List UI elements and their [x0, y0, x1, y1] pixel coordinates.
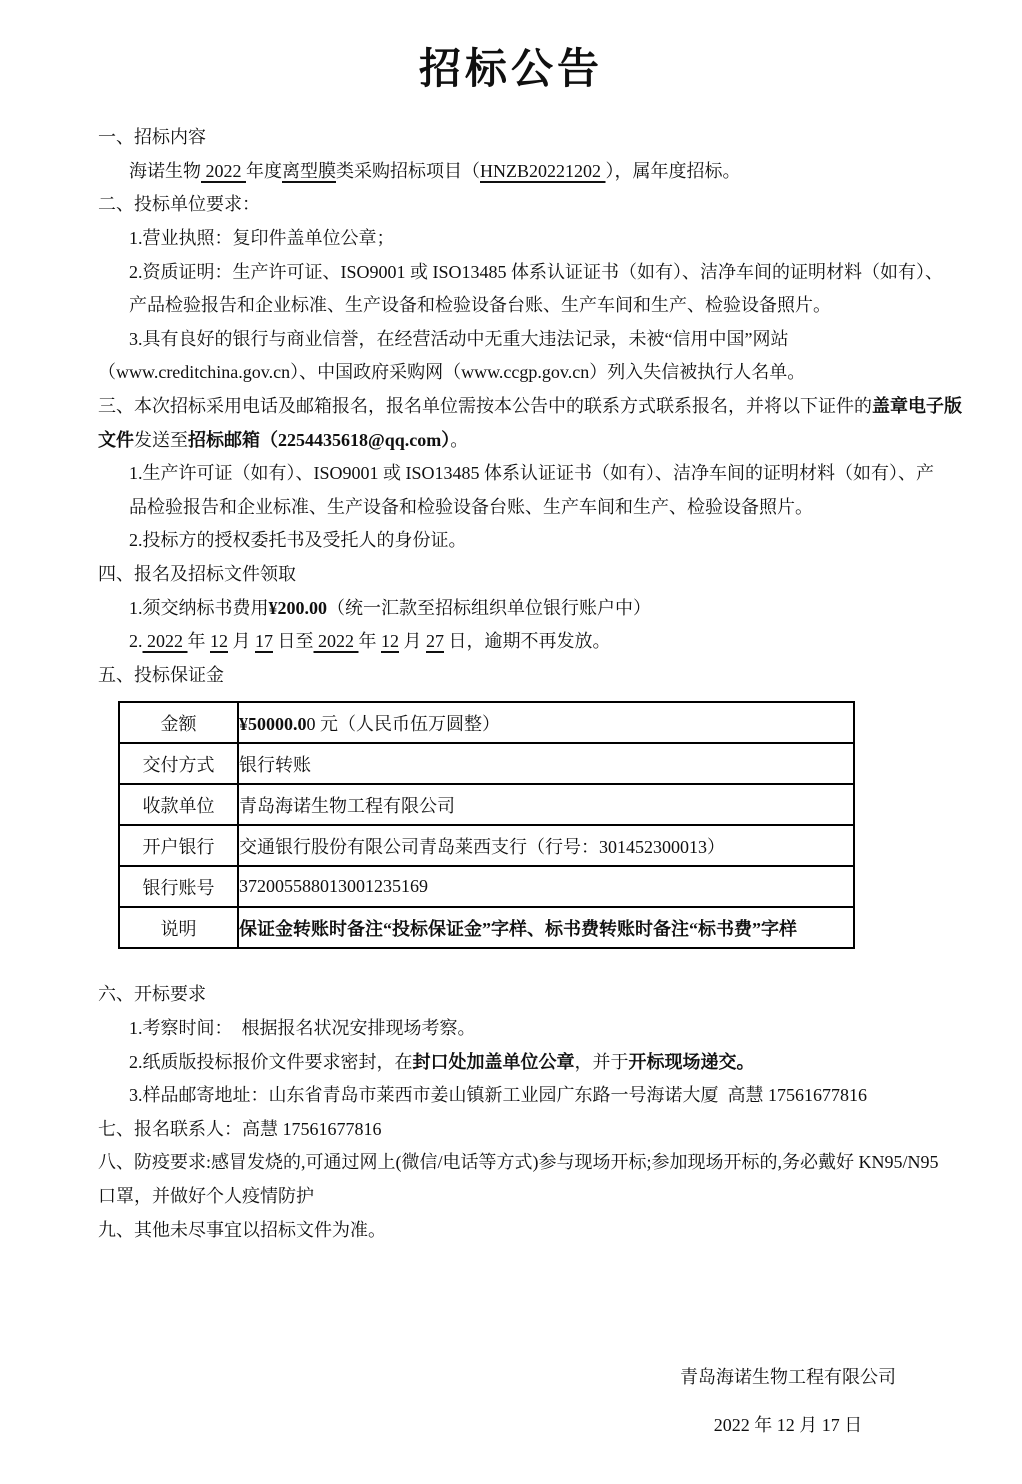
text-run: 372005588013001235169	[239, 876, 428, 897]
table-row-label: 开户银行	[119, 825, 238, 866]
text-run: 产品检验报告和企业标准、生产设备和检验设备台账、生产车间和生产、检验设备照片。	[129, 295, 831, 316]
signature-date: 2022 年 12 月 17 日	[713, 1415, 863, 1436]
sec-9-heading	[98, 1214, 936, 1248]
sec-2-item-1	[98, 222, 936, 256]
table-row-value	[238, 907, 854, 948]
text-run: 月	[399, 631, 426, 652]
text-run: 八、防疫要求:感冒发烧的,可通过网上(微信/电话等方式)参与现场开标;参加现场开标的,务必戴好 KN95/N95	[98, 1152, 939, 1173]
sec-3-item-2	[98, 524, 936, 558]
table-row-value	[238, 784, 854, 825]
text-run: 12	[210, 631, 228, 652]
text-run: ¥200.00	[268, 597, 327, 618]
text-run: 0 元（人民币伍万圆整）	[306, 713, 500, 734]
sections-1-to-5	[98, 121, 962, 692]
text-run: 交通银行股份有限公司青岛莱西支行（行号：301452300013）	[239, 836, 725, 857]
text-run: 口罩，并做好个人疫情防护	[98, 1185, 314, 1206]
table-row	[119, 866, 854, 907]
text-run: HNZB20221202	[480, 160, 606, 181]
bid-bond-table	[118, 701, 855, 949]
table-row	[119, 743, 854, 784]
text-run: 文件	[98, 429, 134, 450]
text-run: 三、本次招标采用电话及邮箱报名，报名单位需按本公告中的联系方式联系报名，并将以下证件的	[98, 396, 872, 417]
table-row-label: 金额	[119, 702, 238, 743]
text-run: 年度	[246, 160, 282, 181]
sec-6-item-2	[98, 1046, 936, 1080]
sec-8-line-2	[98, 1180, 936, 1214]
table-row	[119, 784, 854, 825]
text-run: 3.具有良好的银行与商业信誉，在经营活动中无重大违法记录，未被“信用中国”网站	[129, 328, 789, 349]
text-run: ），属年度招标。	[605, 160, 741, 181]
sec-2-heading	[98, 188, 936, 222]
document-body	[98, 121, 962, 1449]
sec-1-body	[98, 155, 936, 189]
bid-bond-table-body	[119, 702, 854, 948]
table-row	[119, 825, 854, 866]
table-row-value	[238, 702, 854, 743]
text-run: 月	[228, 631, 255, 652]
text-run: 日，逾期不再发放。	[444, 631, 611, 652]
table-row-label: 收款单位	[119, 784, 238, 825]
text-run: 四、报名及招标文件领取	[98, 564, 296, 585]
text-run: 离型膜	[282, 160, 336, 181]
text-run: 二、投标单位要求：	[98, 194, 260, 215]
text-run: 青岛海诺生物工程有限公司	[239, 795, 455, 816]
sec-6-heading	[98, 978, 936, 1012]
sec-2-item-3-line-2	[98, 356, 936, 390]
sec-4-item-2	[98, 625, 936, 659]
sec-3-item-1-line-1	[98, 457, 936, 491]
text-run: 开标现场递交。	[628, 1051, 755, 1072]
sec-2-item-2-line-2	[98, 289, 936, 323]
table-row-value	[238, 825, 854, 866]
text-run: （www.creditchina.gov.cn）、中国政府采购网（www.ccgp.gov.cn）列入失信被执行人名单。	[98, 362, 806, 383]
text-run: 年	[358, 631, 381, 652]
sec-3-heading-line-2	[98, 424, 936, 458]
text-run: 海诺生物	[129, 160, 201, 181]
text-run: 17	[255, 631, 273, 652]
text-run: 2.资质证明：生产许可证、ISO9001 或 ISO13485 体系认证证书（如有）、洁净车间的证明材料（如有）、	[129, 261, 944, 282]
text-run: 类采购招标项目（	[336, 160, 480, 181]
text-run: 银行转账	[239, 754, 311, 775]
text-run: 3.样品邮寄地址：山东省青岛市莱西市姜山镇新工业园广东路一号海诺大厦 高慧 17561677816	[129, 1085, 867, 1106]
sec-3-item-1-line-2	[98, 491, 936, 525]
text-run: 1.考察时间： 根据报名状况安排现场考察。	[129, 1017, 476, 1038]
text-run: 2022	[313, 631, 359, 652]
sec-2-item-3-line-1	[98, 323, 936, 357]
table-row-label: 交付方式	[119, 743, 238, 784]
text-run: 五、投标保证金	[98, 664, 224, 685]
sec-2-item-2-line-1	[98, 256, 944, 290]
text-run: 2022	[201, 160, 246, 181]
text-run: 12	[381, 631, 399, 652]
sec-1-heading	[98, 121, 936, 155]
sections-6-to-9	[98, 978, 939, 1247]
signature-company: 青岛海诺生物工程有限公司	[680, 1367, 896, 1388]
sec-8-line-1	[98, 1146, 939, 1180]
table-row	[119, 702, 854, 743]
sec-4-heading	[98, 558, 936, 592]
text-run: 2.纸质版投标报价文件要求密封，在	[129, 1051, 413, 1072]
sec-4-item-1	[98, 592, 936, 626]
text-run: 一、招标内容	[98, 127, 206, 148]
text-run: 1.须交纳标书费用	[129, 597, 269, 618]
text-run: 2.	[129, 631, 143, 652]
text-run: 品检验报告和企业标准、生产设备和检验设备台账、生产车间和生产、检验设备照片。	[129, 496, 813, 517]
page-title: 招标公告	[418, 47, 603, 93]
text-run: 七、报名联系人：高慧 17561677816	[98, 1118, 382, 1139]
text-run: 。	[450, 429, 469, 450]
text-run: 招标邮箱（2254435618@qq.com）	[188, 429, 451, 450]
text-run: 发送至	[134, 429, 188, 450]
text-run: 1.生产许可证（如有）、ISO9001 或 ISO13485 体系认证证书（如有）、洁净车间的证明材料（如有）、产	[129, 463, 935, 484]
sec-3-heading-line-1	[98, 390, 962, 424]
table-row-label: 银行账号	[119, 866, 238, 907]
text-run: 日至	[273, 631, 314, 652]
text-run: 九、其他未尽事宜以招标文件为准。	[98, 1219, 386, 1240]
sec-6-item-1	[98, 1012, 936, 1046]
signature-block	[568, 1353, 1008, 1449]
text-run: 保证金转账时备注“投标保证金”字样、标书费转账时备注“标书费”字样	[239, 918, 797, 939]
sec-6-item-3	[98, 1079, 936, 1113]
text-run: 封口处加盖单位公章	[412, 1051, 575, 1072]
text-run: ¥50000.0	[239, 713, 307, 734]
sec-7-heading	[98, 1113, 936, 1147]
table-row-label: 说明	[119, 907, 238, 948]
text-run: 盖章电子版	[872, 396, 962, 417]
table-row-value	[238, 866, 854, 907]
table-row	[119, 907, 854, 948]
text-run: ，并于	[574, 1051, 629, 1072]
sec-5-heading	[98, 659, 936, 693]
text-run: 27	[426, 631, 444, 652]
table-row-value	[238, 743, 854, 784]
text-run: 六、开标要求	[98, 984, 206, 1005]
text-run: 1.营业执照：复印件盖单位公章；	[129, 228, 395, 249]
text-run: 年	[187, 631, 210, 652]
text-run: 2022	[142, 631, 188, 652]
text-run: 2.投标方的授权委托书及受托人的身份证。	[129, 530, 467, 551]
text-run: （统一汇款至招标组织单位银行账户中）	[327, 597, 651, 618]
